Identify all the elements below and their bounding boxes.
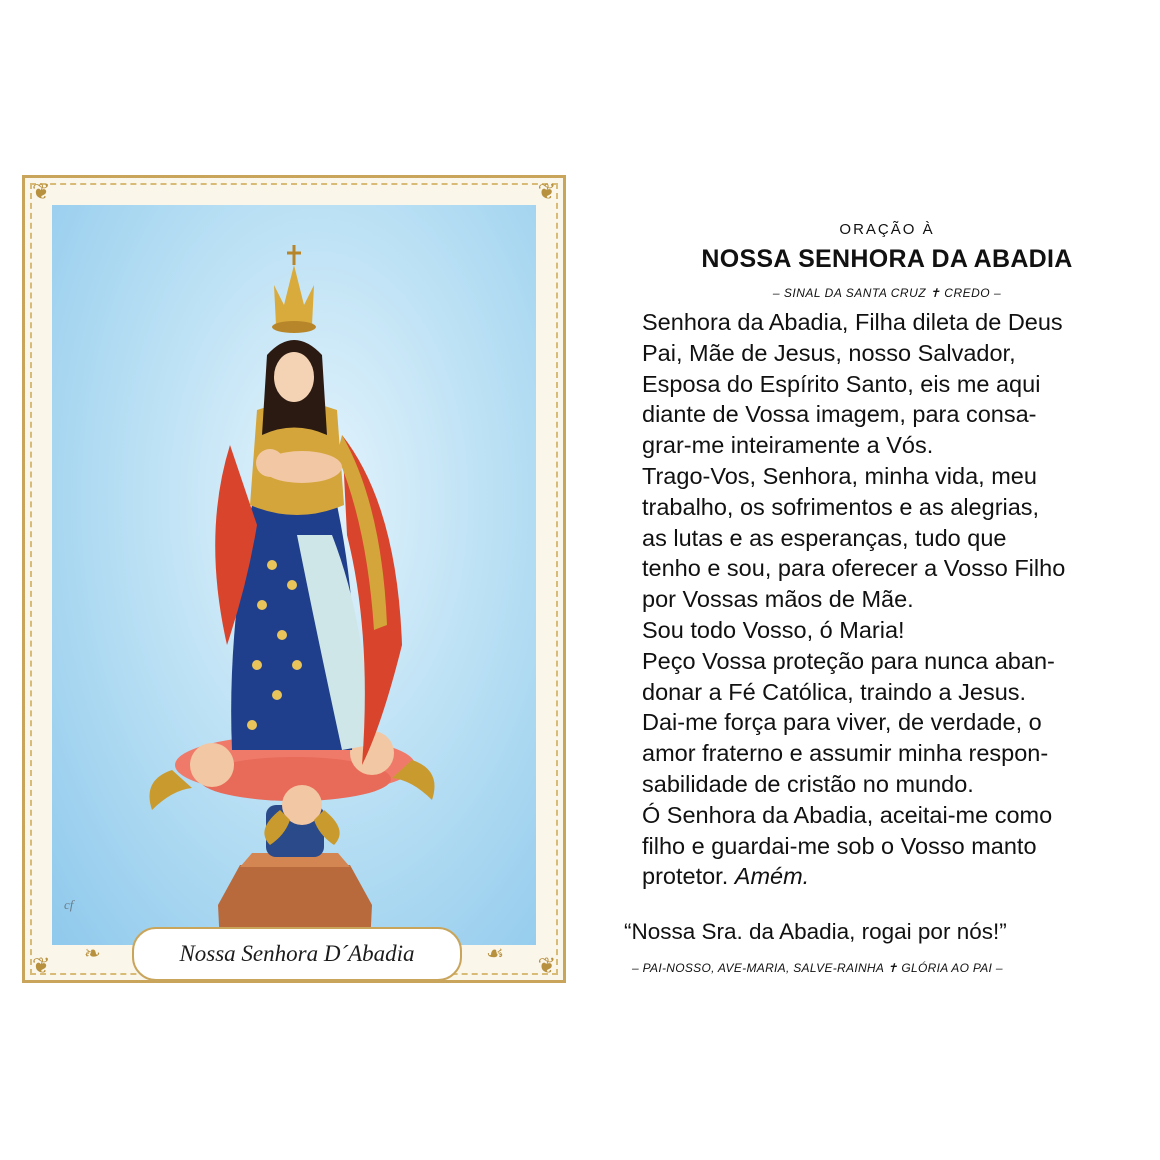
prayer-line: Peço Vossa proteção para nunca aban-: [642, 647, 1055, 674]
prayer-line: amor fraterno e assumir minha respon-: [642, 740, 1049, 767]
prayer-line: Sou todo Vosso, ó Maria!: [642, 616, 905, 643]
caption-plate: [132, 927, 462, 981]
prayer-last-line-start: protetor.: [642, 863, 729, 890]
rubric-top: – SINAL DA SANTA CRUZ ✝ CREDO –: [772, 286, 1002, 300]
prayer-line: Dai-me força para viver, de verdade, o: [642, 709, 1042, 736]
prayer-line: sabilidade de cristão no mundo.: [642, 770, 974, 797]
saint-image: [52, 205, 536, 945]
rubric-bottom: – PAI-NOSSO, AVE-MARIA, SALVE-RAINHA ✝ GLÓRIA AO PAI –: [632, 961, 1003, 975]
prayer-heading-small: ORAÇÃO À: [839, 221, 935, 238]
prayer-line: Trago-Vos, Senhora, minha vida, meu: [642, 462, 1037, 489]
corner-scroll-icon: ❦: [537, 179, 556, 204]
prayer-line: diante de Vossa imagem, para consa-: [642, 401, 1037, 428]
corner-scroll-icon: ❦: [537, 953, 556, 978]
corner-scroll-icon: ❦: [32, 179, 51, 204]
prayer-line: por Vossas mãos de Mãe.: [642, 586, 914, 613]
artist-initials: cf: [64, 897, 74, 912]
prayer-line: grar-me inteiramente a Vós.: [642, 432, 934, 459]
prayer-line: Pai, Mãe de Jesus, nosso Salvador,: [642, 339, 1016, 366]
prayer-line: Ó Senhora da Abadia, aceitai-me como: [642, 801, 1053, 828]
right-flourish-icon: ☙: [486, 943, 504, 965]
corner-scroll-icon: ❦: [32, 953, 51, 978]
prayer-line: donar a Fé Católica, traindo a Jesus.: [642, 678, 1027, 705]
prayer-line: as lutas e as esperanças, tudo que: [642, 524, 1007, 551]
prayer-last-line: [642, 861, 1152, 892]
prayer-line: tenho e sou, para oferecer a Vosso Filho: [642, 555, 1066, 582]
amen-word: Amém.: [734, 863, 810, 890]
prayer-line: Senhora da Abadia, Filha dileta de Deus: [642, 309, 1063, 335]
left-flourish-icon: ❧: [84, 943, 101, 965]
front-card: [22, 175, 566, 983]
closing-invocation: “Nossa Sra. da Abadia, rogai por nós!”: [624, 919, 1007, 944]
prayer-line: Esposa do Espírito Santo, eis me aqui: [642, 370, 1041, 397]
prayer-title: NOSSA SENHORA DA ABADIA: [701, 245, 1073, 273]
back-card: [612, 175, 1152, 983]
card-caption: Nossa Senhora D´Abadia: [179, 941, 415, 966]
prayer-text: [642, 307, 1152, 892]
prayer-line: trabalho, os sofrimentos e as alegrias,: [642, 493, 1040, 520]
statue-illustration: [52, 205, 536, 945]
prayer-line: filho e guardai-me sob o Vosso manto: [642, 832, 1037, 859]
